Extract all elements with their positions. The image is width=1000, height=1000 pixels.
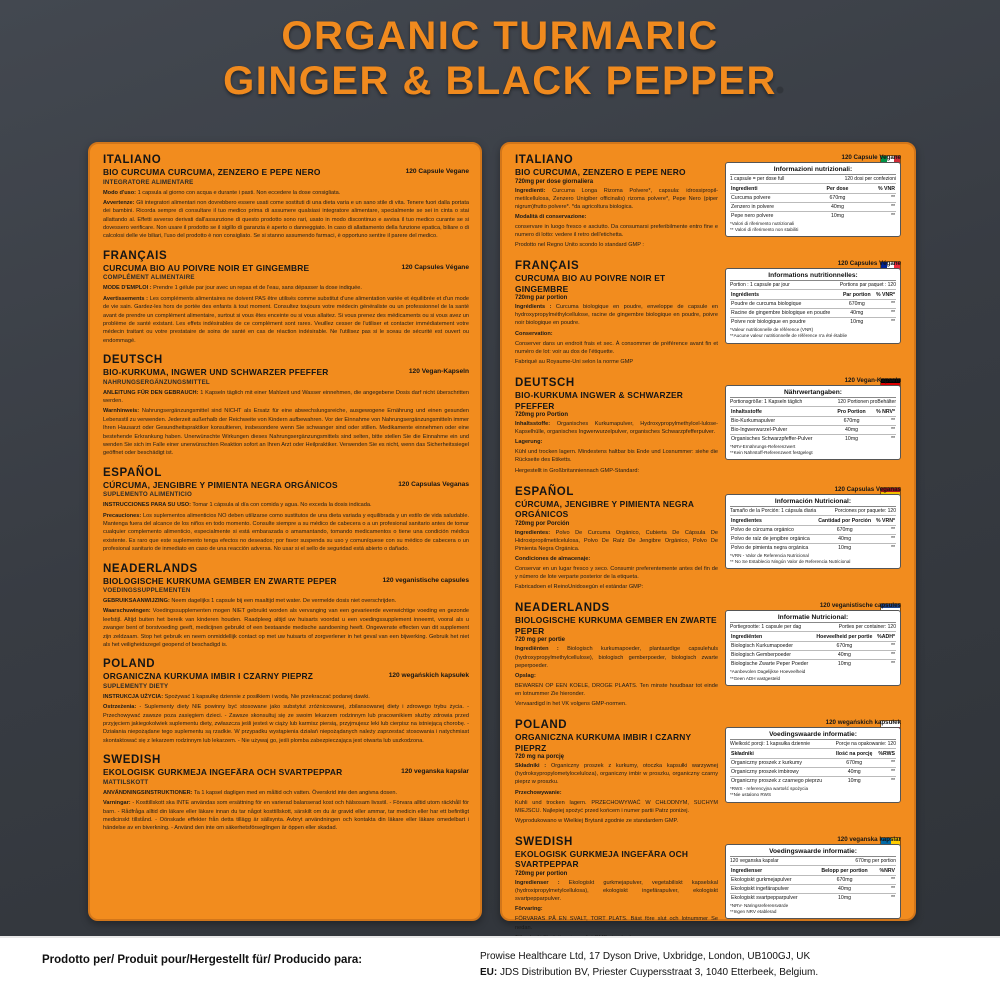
product-name: BIO-KURKUMA, INGWER UND SCHWARZER PFEFFER <box>103 367 329 378</box>
capsule-count: 120 wegańskich kapsułek <box>825 719 901 727</box>
dose-per-day: 720mg per portion <box>515 870 568 877</box>
capsule-count: 120 veganska kapslar <box>837 835 901 843</box>
ingredients-block-swedish <box>515 836 903 944</box>
nutrition-footnotes: *Valori di riferimento nutrizionali ** Valori di riferimento non stabiliti <box>730 221 799 233</box>
table-row: Zenzero in polvere 40mg ** <box>731 204 895 210</box>
table-row: Pepe nero polvere 10mg ** <box>731 213 895 219</box>
language-name: DEUTSCH <box>515 377 575 390</box>
col-header: Par portion <box>841 291 873 300</box>
col-header: Ingredienser <box>730 867 815 876</box>
table-row: Poudre de curcuma biologique 670mg ** <box>731 301 895 308</box>
language-block-français <box>103 250 469 345</box>
serving-info: Wielkość porcji: 1 kapsułka dziennie Porcje na opakowanie: 120 <box>730 741 896 748</box>
table-row: Organiczny proszek imbirowy 40mg ** <box>731 769 895 776</box>
table-row: Poivre noir biologique en poudre 10mg ** <box>731 319 895 326</box>
product-name: BIOLOGISCHE KURKUMA GEMBER EN ZWARTE PEPER <box>515 615 717 636</box>
col-header: Ingrédients <box>730 291 841 300</box>
language-block-español <box>103 467 469 554</box>
table-row: Organisches Schwarzpfeffer-Pulver 10mg ** <box>731 436 895 443</box>
supplement-note: NAHRUNGSERGÄNZUNGSMITTEL <box>103 378 210 386</box>
capsule-count: 120 Capsulas Veganas <box>398 480 469 488</box>
product-name: CURCUMA BIO AU POIVRE NOIR ET GINGEMBRE <box>103 262 310 273</box>
language-name: FRANÇAIS <box>515 260 580 273</box>
supplement-note: VOEDINGSSUPPLEMENTEN <box>103 587 191 595</box>
capsule-count: 120 Vegan-Kapseln <box>844 377 901 385</box>
nutrition-title: Voedingswaarde informatie: <box>730 731 896 740</box>
product-name: EKOLOGISK GURKMEJA INGEFÄRA OCH SVARTPEPPAR <box>103 767 343 778</box>
language-name: POLAND <box>103 658 156 671</box>
capsule-count: 120 Capsules Végane <box>837 260 901 268</box>
footer-address-uk: Prowise Healthcare Ltd, 17 Dyson Drive, Uxbridge, London, UB100GJ, UK <box>480 951 811 962</box>
language-block-poland <box>103 658 469 745</box>
table-row: Curcuma polvere 670mg ** <box>731 195 895 201</box>
language-name: SWEDISH <box>103 754 161 767</box>
language-name: NEADERLANDS <box>515 602 610 615</box>
language-block-swedish <box>103 754 469 832</box>
ingredients-block-neaderlands <box>515 602 903 710</box>
nutrition-footnotes: *RWS - referencyjna wartość spożycia **Nie ustalono RWS <box>730 786 809 798</box>
table-row: Biologisch Gemberpoeder 40mg ** <box>731 652 895 659</box>
table-row: Ekologiskt ingefärapulver 40mg ** <box>731 885 895 892</box>
footer-address-eu <box>480 965 818 981</box>
ingredients-text: Ingredienser : Ekologiskt gurkmejapulver, vegetabiliskt kapselskal (hydroxipropylmetylcellulosa), ekologiskt ingefärapulver, ekologiskt svartpepparpulver. Förvaring: FÖRVARAS PÅ EN SVALT, TORT PLATS. Bäst före slut och lotnummer Se nedan. <box>515 879 718 931</box>
nutrition-table <box>725 844 901 919</box>
col-header: % VRN* <box>874 517 896 526</box>
ingredients-text: Ingrédients : Curcuma biologique en poudre, enveloppe de capsule en hydroxypropylméthylcellulose, racine de gingembre biologique en poudre, poivre noir biologique en poudre. Conservation: Conserver dans un endroit frais et sec. À consommer de préférence avant fin et numéro de lot: voir au dos de l'étiquette. Fabriqué au Royaume-Uni selon la norme GMP <box>515 304 718 365</box>
product-name: BIO CURCUMA, ZENZERO E PEPE NERO <box>515 167 686 177</box>
language-block-italiano <box>103 154 469 241</box>
product-name: BIO-KURKUMA INGWER & SCHWARZER PFEFFER <box>515 390 684 411</box>
product-name: BIOLOGISCHE KURKUMA GEMBER EN ZWARTE PEPER <box>103 575 337 586</box>
serving-info: Portionsgröße: 1 Kapseln täglich 120 Portionen proBehälter <box>730 399 896 406</box>
nutrition-table <box>725 385 901 460</box>
col-header: Pro Portion <box>833 408 870 417</box>
table-row: Organiczny proszek z czarnego pieprzu 10mg ** <box>731 778 895 785</box>
nutrition-table <box>725 162 901 237</box>
capsule-count: 120 veganska kapslar <box>401 768 469 776</box>
col-header: Ingrediënten <box>730 633 814 642</box>
title-line-1: ORGANIC TURMARIC <box>281 14 719 58</box>
page-title <box>0 14 1000 104</box>
nutrition-footnotes: *Aanbevolen Dagelijkse Hoeveelheid **Geen ADH vastgesteld <box>730 669 806 681</box>
table-row: Ekologiskt svartpepparpulver 10mg ** <box>731 894 895 901</box>
product-name: CÚRCUMA, JENGIBRE Y PIMIENTA NEGRA ORGÁNICOS <box>103 479 338 490</box>
language-name: DEUTSCH <box>103 354 163 367</box>
supplement-note: SUPLEMENTY DIETY <box>103 682 169 690</box>
instructions-text: INSTRUKCJA UŻYCIA: Spożywać 1 kapsułkę dziennie z posiłkiem i wodą. Nie przekraczać podanej dawki. Ostrzeżenia: - Suplementy diety NIE powinny być stosowane jako substytut zróżnicowanej, zbilansowanej diety i zdrowego trybu życia. - Przechowywać zawsze poza zasięgiem dzieci. - Zawsze skonsultuj się ze swoim lekarzem rodzinnym lub pracownikiem służby zdrowia przed przyjęciem jakiegokolwiek suplementu diety, zwłaszcza jeśli jesteś w ciąży lub karmisz piersią, przyjmujesz leki lub cierpisz na istniejącą chorobę. - Działania niepożądane tego suplementu są rzadkie. W przypadku wystąpienia działań niepożądanych należy zaprzestać stosowania i natychmiast skontaktować się z lekarzem rodzinnym lub lekarzem. - Nie używaj go, jeśli plomba zabezpieczająca jest otwarta lub uszkodzona. <box>103 693 469 744</box>
col-header: Belopp per portion <box>815 867 875 876</box>
nutrition-table <box>725 610 901 685</box>
col-header: % VNR* <box>873 291 896 300</box>
nutrition-table <box>725 727 901 802</box>
table-row: Polvo de cúrcuma orgánico 670mg ** <box>731 526 895 533</box>
nutrition-footnotes: *NRV-Ernährungs-Referenzwert **Kein Nährstoff-Referenzwert festgelegt <box>730 444 813 456</box>
ingredients-text: Ingrediënten : Biologisch kurkumapoeder, plantaardige capsulehuls (hydroxypropylmethylcellulose), biologisch gemberpoeder, biologisch zwarte peperpoeder. Opslag: BEWAREN OP EEN KOELE, DROGE PLAATS. Ten minste houdbaar tot einde en lotnummer Zie hieronder. Vervaardigd in het VK volgens GMP-normen. <box>515 646 718 708</box>
nutrition-title: Voedingswaarde informatie: <box>730 848 896 857</box>
ingredients-block-deutsch <box>515 377 903 477</box>
col-header: %ADH* <box>875 633 896 642</box>
capsule-count: 120 Capsules Végane <box>401 263 469 271</box>
dose-per-day: 720 mg na porcję <box>515 754 565 761</box>
nutrition-title: Informations nutritionnelles: <box>730 272 896 281</box>
supplement-note: COMPLÉMENT ALIMENTAIRE <box>103 274 195 282</box>
nutrition-footnotes: *NRV- Näringsreferensvärde **Ingen NRV etablerad <box>730 902 789 915</box>
table-row: Ekologiskt gurkmejapulver 670mg ** <box>731 876 895 883</box>
capsule-count: 120 Vegan-Kapseln <box>408 368 469 376</box>
language-name: ITALIANO <box>103 154 162 166</box>
supplement-note: MATTILSKOTT <box>103 778 149 786</box>
footer-produced-for-label: Prodotto per/ Produit pour/Hergestellt für/ Producido para: <box>42 954 363 966</box>
capsule-count: 120 wegańskich kapsułek <box>388 672 469 680</box>
col-header: Inhaltsstoffe <box>730 408 833 417</box>
col-header: Hoeveelheid per portie <box>814 633 875 642</box>
col-header: Cantidad por Porción <box>816 517 874 526</box>
footer-address-eu-text: JDS Distribution BV, Priester Cuypersstraat 3, 1040 Etterbeek, Belgium. <box>500 967 819 978</box>
nutrition-footnotes: *VRN - Valor de Referencia Nutricional ** No Se Establecio Ningún Valor de Referencia Nutricional <box>730 552 851 564</box>
language-block-neaderlands <box>103 563 469 650</box>
serving-info: 1 capsule = per dose full 120 dosi per confezioni <box>730 176 896 182</box>
language-name: SWEDISH <box>515 835 573 848</box>
table-row: Biologische Zwarte Peper Poeder 10mg ** <box>731 661 895 668</box>
col-header: Ilość na porcję <box>833 750 875 759</box>
nutrition-title: Información Nutricional: <box>730 498 896 507</box>
left-instructions-panel <box>88 142 482 921</box>
language-name: ITALIANO <box>515 154 574 166</box>
instructions-text: MODE D'EMPLOI : Prendre 1 gélule par jour avec un repas et de l'eau, sans dépasser la dose indiquée. Avertissements : Les compléments alimentaires ne doivent PAS être utilisés comme substitut d'une alimentation variée et équilibrée et d'un mode de vie sain. Gardez-les hors de portée des enfants à tout moment. Consultez toujours votre médecin généraliste ou un professionnel de la santé avant de prendre un complément alimentaire, surtout si vous êtes enceinte ou si vous allaitez. Si vous prenez des médicaments ou si vous avez un problème de santé existant. Les effets indésirables de ce complément sont rares. Veuillez cesser de l'utiliser et contacter immédiatement votre médecin traitant ou votre prestataire de soins de santé en cas de réaction indésirable. Ne l'utilisez pas si le sceau de sécurité est ouvert ou endommagé. <box>103 285 470 344</box>
serving-info: 120 veganska kapslar 670mg per portion <box>730 857 896 864</box>
nutrition-table <box>725 494 901 569</box>
product-name: ORGANICZNA KURKUMA IMBIR I CZARNY PIEPRZ <box>103 671 314 682</box>
nutrition-title: Informatie Nutricional: <box>730 614 896 623</box>
ingredients-block-italiano <box>515 154 903 251</box>
col-header: % NRV* <box>870 408 896 417</box>
ingredients-text: Ingredientes: Polvo De Curcuma Orgánico, Cubierta De Cápsula De Hidroxipropilmetilcelulosa, Polvo De Raíz De Jengibre Orgánico, Polvo De Pimienta Negra Orgánica. Condiciones de almacenaje: Conservar en un lugar fresco y seco. Consumir preferentemente antes del fin de y número de lote verparte posterior de la etiqueta. Fabricadoen el ReinoUnidosegún el estándar GMP: <box>515 529 718 591</box>
capsule-count: 120 Capsule Vegane <box>841 154 901 161</box>
ingredients-text: Inhaltsstoffe: Organisches Kurkumapulver, Hydroxypropylmethylcel-lulose-Kapselhülle, organisches Ingwerwurzelpulver, organisches Schwarzpfefferpulver. Lagerung: Kühl und trocken lagern. Mindestens haltbar bis Ende und Losnummer: siehe die Rückseite des Etiketts. Hergestellt in Großbritanniennach GMP-Standard: <box>515 421 718 474</box>
right-ingredients-panel <box>500 142 916 931</box>
footer-addresses <box>480 949 818 981</box>
instructions-text: Modo d'uso: 1 capsula al giorno con acqua e durante i pasti. Non eccedere la dose consigliata. Avvertenze: Gli integratori alimentari non dovrebbero essere usati come sostituti di una dieta varia e un sano stile di vita. Tenere fuori dalla portata dei bambini. Ricorda sempre di consultare il tuo medico prima di assumere qualsiasi integratore alimentare, specialmente se sei in cinta o stai allattando al. Effetti avverso derivati dall'assunzione di questo prodotto sono rari, usato in modo discontinuo e avvisa il tuo medico curante se si dovessero verificare. Non usare il prodotto se il sigillo di garanzia è aperto o danneggiato. In caso di allattamento della funzione epatica, biliare o di calcolosi delle vie biliari, l'uso del prodotto è non consigliato. Se si stanno assumendo farmaci, è opportuno sentire il parere del medico. <box>103 189 469 240</box>
capsule-count: 120 veganistische capsules <box>382 576 469 584</box>
dose-per-day: 720mg per dose giornaliera <box>515 178 594 185</box>
col-header: %RWS <box>875 750 896 759</box>
col-header: Składniki <box>730 750 833 759</box>
instructions-text: ANLEITUNG FÜR DEN GEBRAUCH: 1 Kapseln täglich mit einer Mahlzeit und Wasser einnehmen, die angegebene Dosis darf nicht überschritten werden. Warnhinweis: Nahrungsergänzungsmittel sind NICHT als Ersatz für eine abwechslungsreiche, ausgewogene Ernährung und einen gesunden Lebensstil zu verwenden. Jederzeit außerhalb der Reichweite von Kindern aufbewahren. Vor der Einnahme von Nahrungsergänzungsmitteln immer Ihren Hausarzt oder Gesundheitspraktiker konsultieren, insbesondere wenn Sie schwanger sind oder stillen. Medikamente einnehmen oder eine bestehende Erkrankung haben. Unerwünschte Wirkungen dieses Nahrungsergänzungsmittels sind selten, bitte stellen Sie die Einnahme ein und wenden Sie sich im Falle einer unerwünschten Reaktion sofort an Ihren Arzt oder Heilpraktiker. Verwenden Sie es nicht, wenn das Sicherheitssiegel geöffnet oder beschädigt ist. <box>103 389 469 457</box>
product-name: CURCUMA BIO AU POIVRE NOIR ET GINGEMBRE <box>515 273 666 294</box>
serving-info: Tamaño de la Porción: 1 cápsula diaria Porciones por paquete: 120 <box>730 507 896 514</box>
language-name: FRANÇAIS <box>103 249 168 262</box>
language-name: NEADERLANDS <box>103 562 198 575</box>
col-header: Ingredienti <box>730 185 815 194</box>
dose-per-day: 720mg pro Portion <box>515 412 569 419</box>
dose-per-day: 720 mg per portie <box>515 637 566 644</box>
capsule-count: 120 Capsulas Veganas <box>834 485 901 493</box>
capsule-count: 120 veganistische capsules <box>819 602 901 610</box>
col-header: %NRV <box>874 867 896 876</box>
supplement-note: INTEGRATORE ALIMENTARE <box>103 178 194 186</box>
table-row: Biologisch Kurkumapoeder 670mg ** <box>731 643 895 650</box>
instructions-text: ANVÄNDNINGSINSTRUKTIONER: Ta 1 kapsel dagligen med en måltid och vatten. Överskrid inte den angivna dosen. Varningar: - Kosttillskott ska INTE användas som ersättning för en varierad balanserad kost och hälsosam livsstil. - Förvara alltid utom räckhåll för barn. - Rådfråga alltid din läkare eller läkare innan du tar något kosttillskott, särskilt om du är gravid eller ammar, tar medicin eller har ett befintligt medicinskt tillstånd. - Oönskade effekter från detta tillägg är sällsynta. Avbryt användningen och kontakta din läkare eller läkare omedelbart i händelse av en biverkning. - Använd den inte om säkerhetsförseglingen är öppen eller skadad. <box>103 789 469 832</box>
table-row: Racine de gingembre biologique en poudre 40mg ** <box>731 310 895 317</box>
product-name: BIO CURCUMA CURCUMA, ZENZERO E PEPE NERO <box>103 167 321 177</box>
table-row: Organiczny proszek z kurkumy 670mg ** <box>731 760 895 767</box>
product-name: EKOLOGISK GURKMEJA INGEFÄRA OCH SVARTPEPPAR <box>515 848 689 870</box>
product-name: CÚRCUMA, JENGIBRE Y PIMIENTA NEGRA ORGÁNICOS <box>515 498 694 520</box>
capsule-count: 120 Capsule Vegane <box>405 168 469 175</box>
title-line-2: GINGER & BLACK PEPPER <box>223 58 777 103</box>
col-header: Per dose <box>815 185 860 194</box>
supplement-note: SUPLEMENTO ALIMENTICIO <box>103 491 192 499</box>
ingredients-block-français <box>515 260 903 368</box>
serving-info: Portiegrootte: 1 capsule per dag Porties per container: 120 <box>730 624 896 631</box>
nutrition-title: Nährwertangaben: <box>730 389 896 398</box>
nutrition-table <box>725 268 901 343</box>
footer-eu-label: EU: <box>480 967 498 978</box>
ingredients-block-español <box>515 486 903 594</box>
col-header: % VNR <box>860 185 896 194</box>
table-row: Bio-Ingwerwurzel-Pulver 40mg ** <box>731 427 895 434</box>
instructions-text: INSTRUCCIONES PARA SU USO: Tomar 1 cápsula al día con comida y agua. No exceda la dosis indicada. Precauciones: Los suplementos alimenticios NO deben utilizarse como sustitutos de una dieta variada y equilibrada y un estilo de vida saludable. Mantenga fuera del alcance de los niños en todo momento. Consulte siempre a su médico de cabecera o a un profesional sanitario antes de tomar cualquier complemento alimenticio, especialmente si está embarazada o amamantando, tomando medicamentos o tiene una condición médica existente. Es raro que este suplemento tenga efectos no deseados; por favor suspenda su uso y comuníquese con su médico de cabecera o un profesional sanitario de inmediato en caso de una reacción adversa. No usar si el sello de seguridad está abierto o dañado. <box>103 502 469 553</box>
col-header: Ingredientes <box>730 517 816 526</box>
instructions-text: GEBRUIKSAANWIJZING: Neem dagelijks 1 capsule bij een maaltijd met water. De vermelde dosis niet overschrijden. Waarschuwingen: Voedingssupplementen mogen NIET gebruikt worden als vervanging van een gevarieerde evenwichtige voeding en gezonde leefstijl. Altijd buiten het bereik van kinderen houden. Raadpleeg altijd uw huisarts voordat u een voedingssupplement inneemt, vooral als u zwanger bent of borstvoeding geeft, medicijnen gebruikt of een bestaande medische aandoening heeft. Ongewenste effecten van dit supplement zijn zeldzaam. Stop het gebruik en neem onmiddellijk contact op met uw huisarts of zorgverlener in het geval van een bijwerking. Gebruik het niet als het veiligheidszegel geopend of beschadigd is. <box>103 598 469 648</box>
footer <box>0 936 1000 1000</box>
dose-per-day: 720mg par portion <box>515 295 568 302</box>
table-row: Polvo de raíz de jengibre orgánica 40mg ** <box>731 535 895 542</box>
nutrition-title: Informazioni nutrizionali: <box>730 166 896 175</box>
nutrition-footnotes: *Valeur nutritionnelle de référence (VNR) **Aucune valeur nutritionnelle de référence n'a été établie <box>730 327 848 339</box>
product-name: ORGANICZNA KURKUMA IMBIR I CZARNY PIEPRZ <box>515 732 692 753</box>
language-name: ESPAÑOL <box>515 485 574 498</box>
table-row: Bio-Kurkumapulver 670mg ** <box>731 418 895 425</box>
language-name: ESPAÑOL <box>103 466 162 479</box>
serving-info: Portion : 1 capsule par jour Portions par paquet : 120 <box>730 282 896 289</box>
ingredients-text: Składniki : Organiczny proszek z kurkumy, otoczka kapsułki warzywnej (hydroksypropylometyloceluloza), organiczny imbir w proszku, organiczny czarny pieprz w proszku. Przechowywanie: Kuhli und trocken lagern. PRZECHOWYWAĆ W CHŁODNYM, SUCHYM MIEJSCU. Najlepiej spożyć przed końcem i numer partii Patrz poniżej. Wyprodukowano w Wielkiej Brytanii zgodnie ze standardem GMP. <box>515 763 718 824</box>
table-row: Polvo de pimienta negra orgánica 10mg ** <box>731 544 895 551</box>
language-name: POLAND <box>515 719 568 732</box>
ingredients-block-poland <box>515 719 903 827</box>
dose-per-day: 720mg por Porción <box>515 520 570 527</box>
ingredients-text: Ingredienti: Curcuma Longa Rizoma Polvere*, capsula: idrossipropil-metilcellulosa, Zenzero Unigiber officinalis) rizoma polvere*, Pepe Nero (piper nigrum)frutto polvere*. *da agricoltura biologica. Modalità di conservazione: conservare in luogo fresco e asciutto. Da consumarsi preferibilmente entro fine e numero di lotto: vedere il retro dell'etichetta. Prodotto nel Regno Unito scondo lo standard GMP : <box>515 187 718 249</box>
language-block-deutsch <box>103 354 469 458</box>
